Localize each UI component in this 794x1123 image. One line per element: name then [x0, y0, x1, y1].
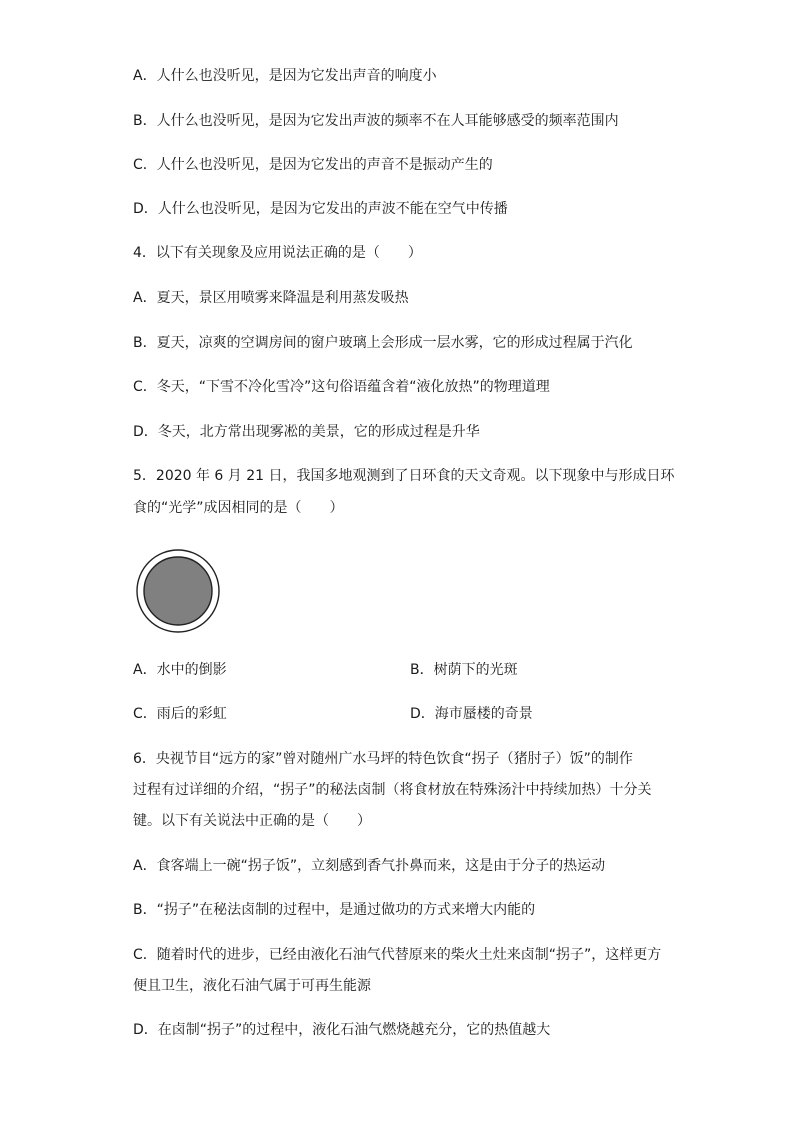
- q3-option-c: C．人什么也没听见，是因为它发出的声音不是振动产生的: [133, 157, 493, 173]
- q4-option-d: D．冬天，北方常出现雾凇的美景，它的形成过程是升华: [133, 424, 480, 440]
- q4-option-b: B．夏天，凉爽的空调房间的窗户玻璃上会形成一层水雾，它的形成过程属于汽化: [133, 335, 633, 351]
- q3-option-d: D．人什么也没听见，是因为它发出的声波不能在空气中传播: [133, 201, 508, 217]
- q5-stem-line-1: 5．2020 年 6 月 21 日，我国多地观测到了日环食的天文奇观。以下现象中与形成日环: [133, 468, 675, 484]
- q5-stem-line-2: 食的“光学”成因相同的是（ ）: [133, 500, 344, 516]
- q6-option-a: A．食客端上一碗“拐子饭”，立刻感到香气扑鼻而来，这是由于分子的热运动: [133, 858, 606, 874]
- q6-option-b: B．“拐子”在秘法卤制的过程中，是通过做功的方式来增大内能的: [133, 902, 536, 918]
- q5-option-d: D．海市蜃楼的奇景: [410, 706, 533, 722]
- q3-option-a: A．人什么也没听见，是因为它发出声音的响度小: [133, 68, 437, 84]
- q4-option-a: A．夏天，景区用喷雾来降温是利用蒸发吸热: [133, 290, 409, 306]
- q5-option-a: A．水中的倒影: [133, 662, 227, 678]
- annular-eclipse-figure: [135, 548, 221, 634]
- q6-option-d: D．在卤制“拐子”的过程中，液化石油气燃烧越充分，它的热值越大: [133, 1022, 551, 1038]
- q6-option-c-line-1: C．随着时代的进步，已经由液化石油气代替原来的柴火土灶来卤制“拐子”，这样更方: [133, 947, 662, 963]
- q6-stem-line-1: 6．央视节目“远方的家”曾对随州广水马坪的特色饮食“拐子（猪肘子）饭”的制作: [133, 751, 633, 767]
- moon-disk: [144, 557, 212, 625]
- q4-option-c: C．冬天，“下雪不冷化雪冷”这句俗语蕴含着“液化放热”的物理道理: [133, 379, 550, 395]
- q3-option-b: B．人什么也没听见，是因为它发出声波的频率不在人耳能够感受的频率范围内: [133, 113, 619, 129]
- q6-option-c-line-2: 便且卫生，液化石油气属于可再生能源: [133, 978, 371, 994]
- q5-option-b: B．树荫下的光斑: [410, 662, 518, 678]
- q4-stem: 4．以下有关现象及应用说法正确的是（ ）: [133, 245, 422, 261]
- q6-stem-line-2: 过程有过详细的介绍，“拐子”的秘法卤制（将食材放在特殊汤汁中持续加热）十分关: [133, 782, 652, 798]
- q5-option-c: C．雨后的彩虹: [133, 706, 227, 722]
- q6-stem-line-3: 键。以下有关说法中正确的是（ ）: [133, 813, 371, 829]
